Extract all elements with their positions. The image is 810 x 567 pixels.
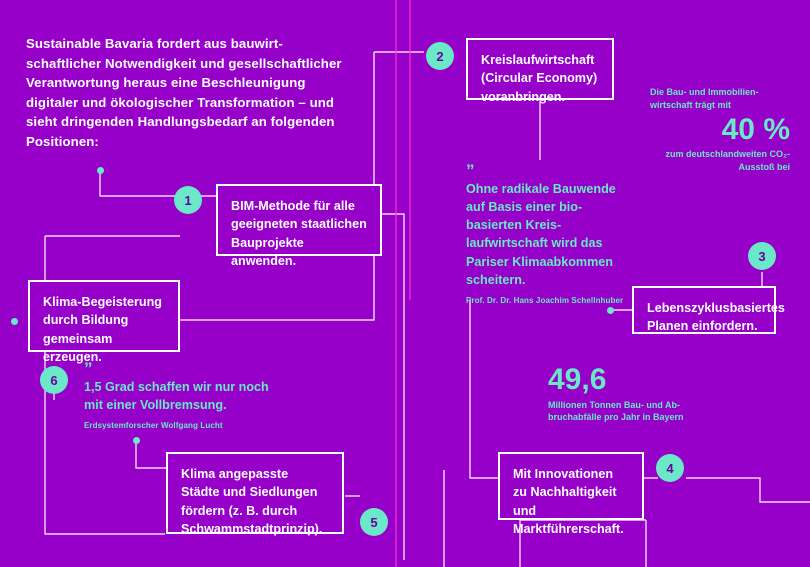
line-endpoint-dot-6 bbox=[11, 318, 18, 325]
line-endpoint-dot-5 bbox=[133, 437, 140, 444]
position-badge-6[interactable]: 6 bbox=[40, 366, 68, 394]
position-badge-4[interactable]: 4 bbox=[656, 454, 684, 482]
quote-lucht bbox=[84, 359, 274, 431]
position-box-5[interactable] bbox=[166, 452, 344, 534]
intro-paragraph: Sustainable Bavaria fordert aus bauwirtschaftlicher Notwendigkeit und gesellschaftlicher Verantwortung heraus eine Beschleunigung digitaler und ökologischer Transformation – und sieht dringenden Handlungsbedarf an folgenden Positionen: bbox=[26, 36, 342, 149]
position-box-2[interactable] bbox=[466, 38, 614, 104]
quote-text-2: 1,5 Grad schaffen wir nur noch mit einer Vollbremsung. bbox=[84, 379, 269, 412]
stat-prefix-1: Die Bau- und Immobilienwirtschaft trägt mit bbox=[650, 87, 759, 110]
quote-text-1: Ohne radikale Bauwende auf Basis einer bio-basierten Kreislaufwirtschaft wird das Pariser Klimaabkommen scheitern. bbox=[466, 181, 616, 287]
quote-schellnhuber bbox=[466, 161, 626, 306]
position-badge-3[interactable]: 3 bbox=[748, 242, 776, 270]
stat-value-1: 40 % bbox=[721, 112, 790, 146]
stat-value-2: 49,6 bbox=[548, 363, 607, 396]
stat-caption-2: Millionen Tonnen Bau- und Abbruchabfälle pro Jahr in Bayern bbox=[548, 399, 684, 423]
position-box-1[interactable] bbox=[216, 184, 382, 268]
position-badge-5[interactable]: 5 bbox=[360, 508, 388, 536]
quote-author-1: Prof. Dr. Dr. Hans Joachim Schellnhuber bbox=[466, 296, 624, 306]
position-badge-2[interactable]: 2 bbox=[426, 42, 454, 70]
stat-waste-tonnage bbox=[548, 364, 708, 424]
position-text-6: Klima-Begeisterung durch Bildung gemeinsam erzeugen. bbox=[43, 295, 162, 364]
position-text-2: Kreislaufwirtschaft (Circular Economy) voranbringen. bbox=[481, 53, 598, 104]
position-box-3[interactable] bbox=[632, 286, 785, 334]
position-text-4: Mit Innovationen zu Nachhaltigkeit und Marktführerschaft. bbox=[513, 467, 624, 536]
position-badge-1[interactable]: 1 bbox=[174, 186, 202, 214]
position-text-5: Klima angepasste Städte und Siedlungen fördern (z. B. durch Schwammstadtprinzip). bbox=[181, 467, 323, 536]
position-box-4[interactable] bbox=[498, 452, 644, 536]
position-text-3: Lebenszyklusbasiertes Planen einfordern. bbox=[647, 301, 785, 334]
quote-mark-1: ” bbox=[466, 161, 475, 180]
position-box-6[interactable] bbox=[28, 280, 180, 364]
line-endpoint-dot-1 bbox=[97, 167, 104, 174]
stat-co2-share bbox=[650, 86, 790, 174]
quote-author-2: Erdsystemforscher Wolfgang Lucht bbox=[84, 421, 223, 431]
stat-caption-1: zum deutschlandweiten CO₂-Ausstoß bei bbox=[665, 149, 790, 172]
quote-mark-2: ” bbox=[84, 359, 93, 378]
position-text-1: BIM-Methode für alle geeigneten staatlichen Bauprojekte anwenden. bbox=[231, 199, 367, 268]
line-endpoint-dot-3 bbox=[607, 307, 614, 314]
